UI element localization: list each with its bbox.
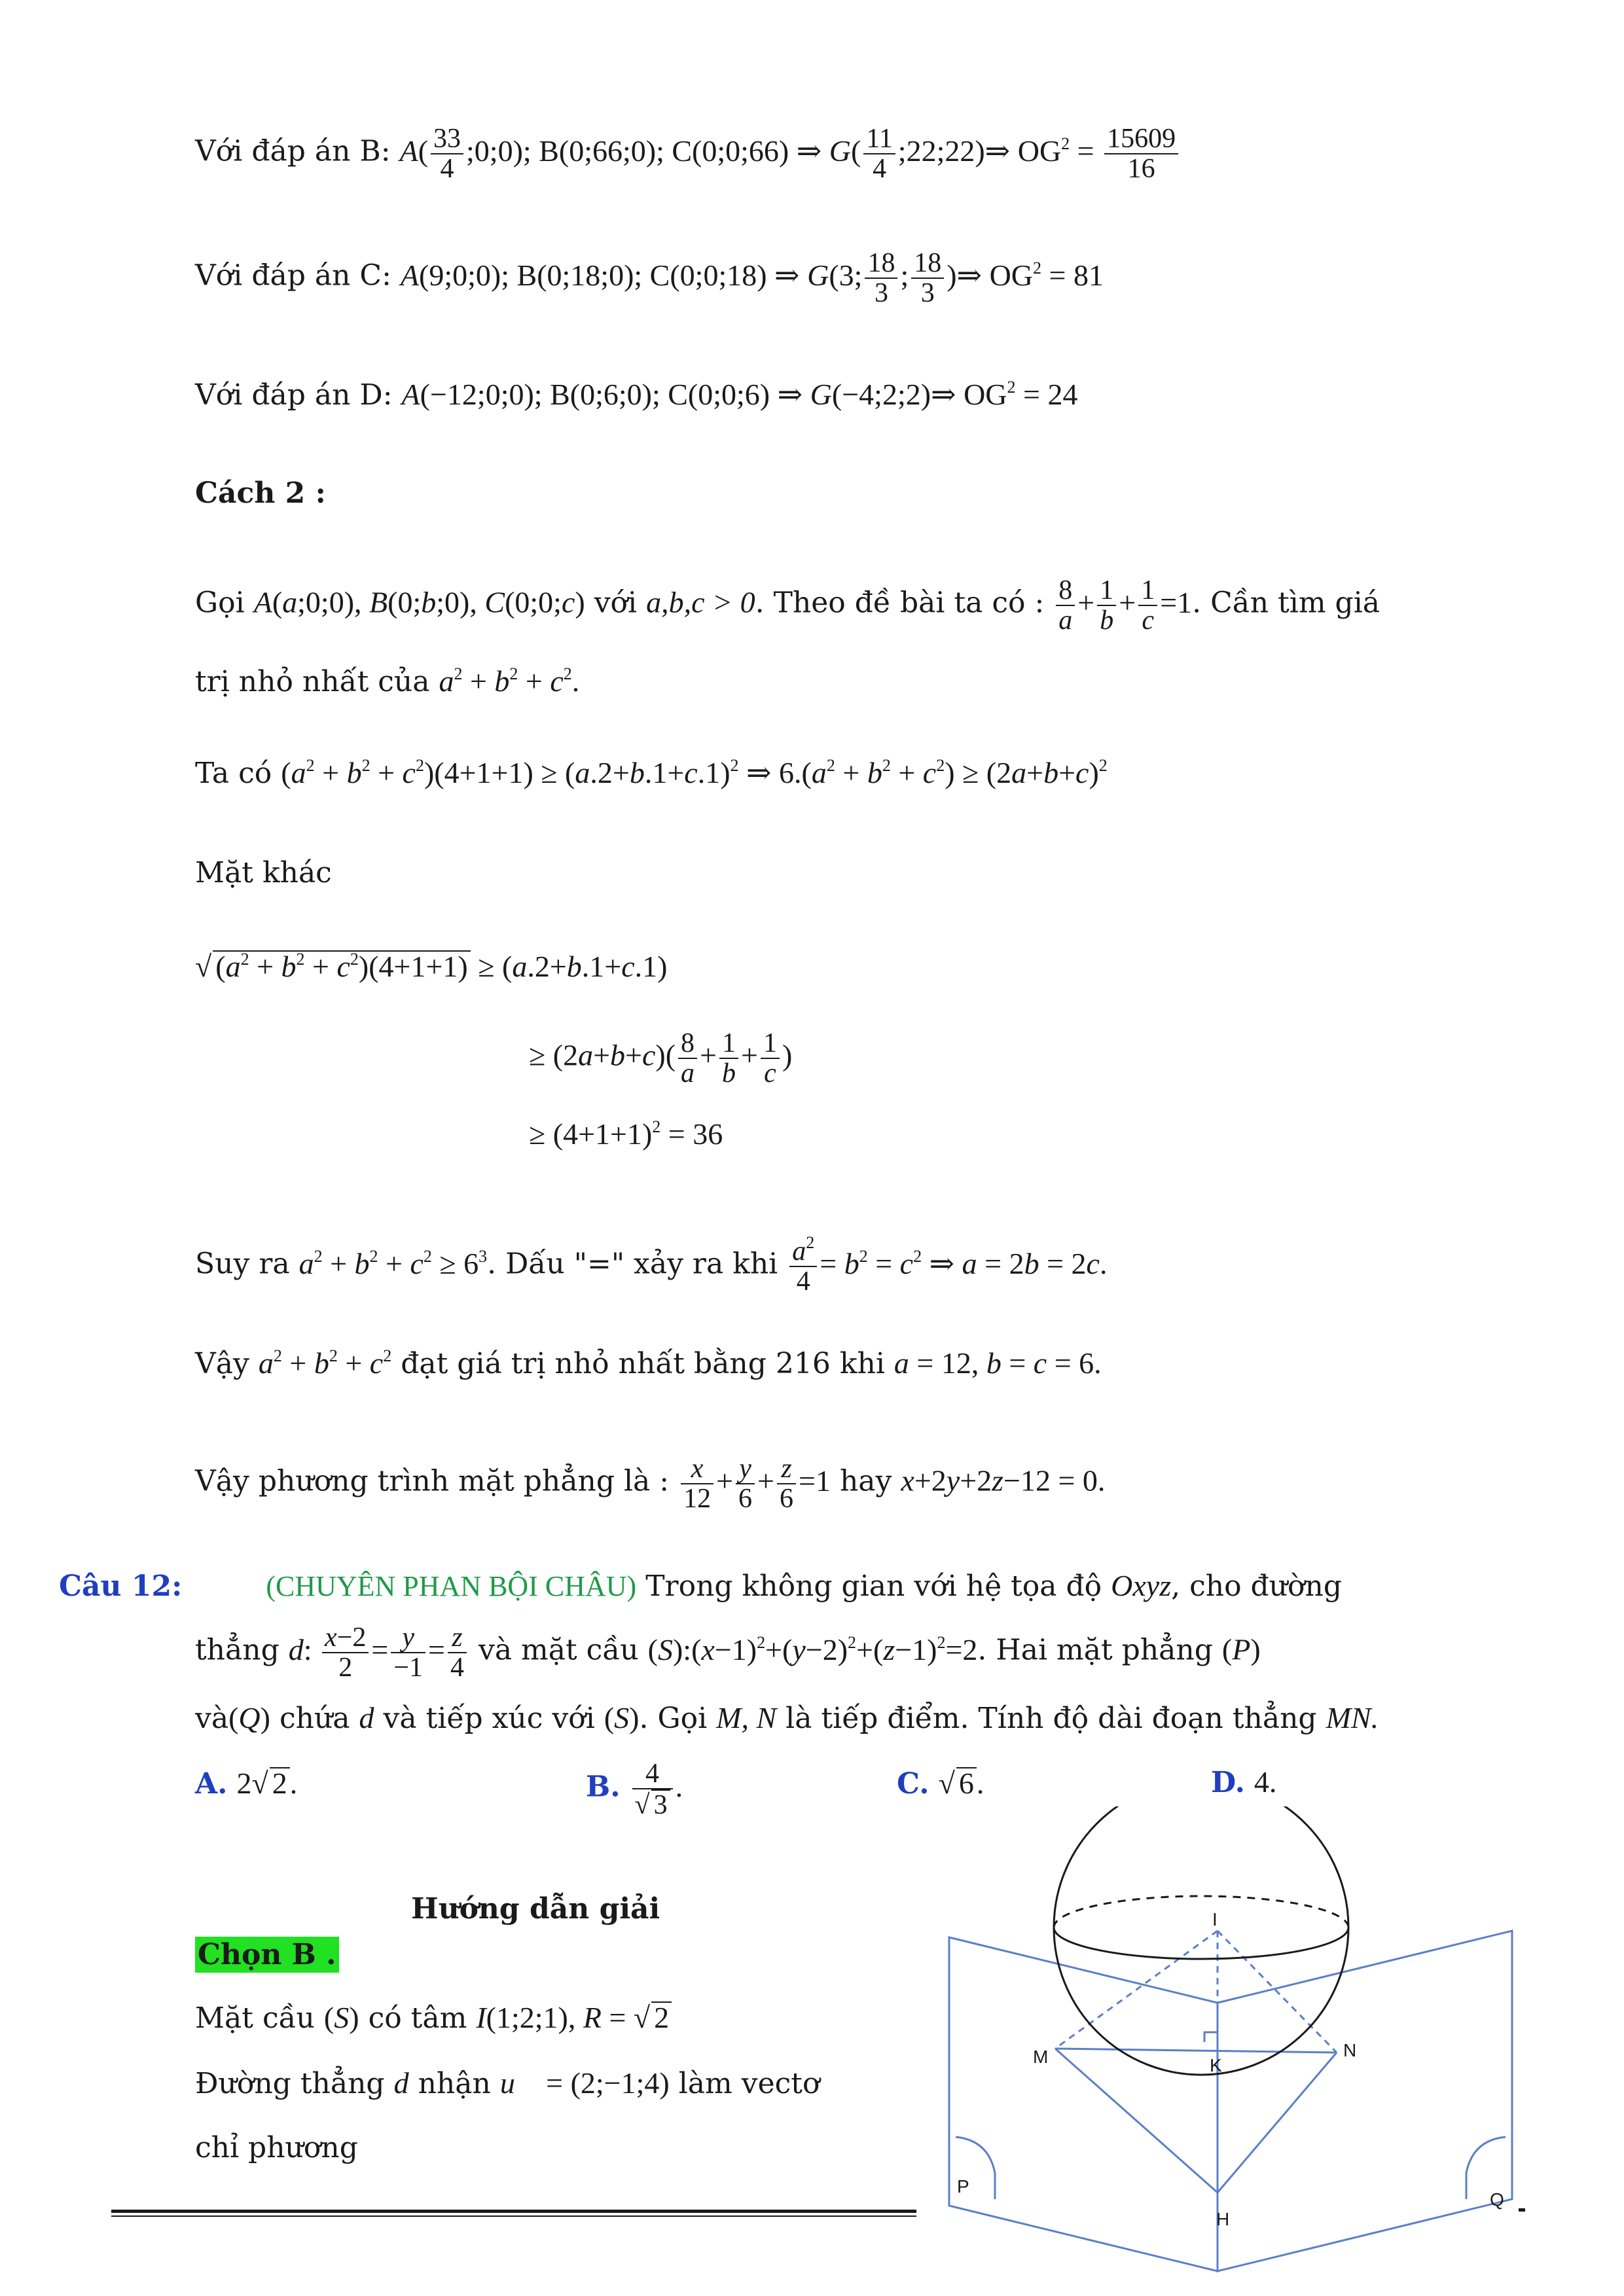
solution-text1b: có tâm bbox=[368, 2001, 467, 2035]
math-sum-squares: $a^2 + b^2 + c^2$. bbox=[439, 664, 580, 698]
math-values: a = 12, b = c = 6. bbox=[893, 1346, 1102, 1380]
text-dau-bang: . Dấu "=" xảy ra khi bbox=[487, 1247, 778, 1281]
math-points: A(a;0;0), B(0;b;0), C(0;0;c) bbox=[253, 585, 585, 619]
solution-text2b: nhận bbox=[418, 2067, 491, 2100]
taco-line bbox=[195, 758, 1108, 788]
math-line-d: d: $\frac{x-2}{2}$ = $\frac{y}{-1}$ = $\frac{z}{4}$ bbox=[289, 1633, 469, 1666]
math-d: d bbox=[359, 1701, 374, 1734]
math-mn: MN. bbox=[1326, 1701, 1379, 1734]
solution-chosen: Chọn B . bbox=[195, 1937, 339, 1973]
math-plane-intercept: $\frac{x}{12}$ + $\frac{y}{6}$ + $\frac{z}{6}$ =1 bbox=[678, 1464, 831, 1498]
math-result: $a^2 + b^2 + c^2 \ge 6^3$ bbox=[298, 1246, 488, 1280]
option-c-value: √ 6. bbox=[938, 1767, 984, 1800]
text-suy-ra: Suy ra bbox=[195, 1247, 290, 1281]
question-line1 bbox=[59, 1571, 1342, 1601]
method2-intro-line1 bbox=[195, 576, 1380, 635]
question-line3 bbox=[195, 1703, 1379, 1733]
label-h: H bbox=[1216, 2209, 1230, 2229]
solution-text2c: làm vectơ bbox=[678, 2067, 820, 2100]
math-positive: a,b,c > 0 bbox=[646, 585, 755, 619]
math-plane-q: (Q) bbox=[228, 1701, 270, 1734]
option-d-value: 4. bbox=[1254, 1765, 1277, 1799]
plane-p-arc bbox=[956, 2137, 995, 2173]
tangent-mh bbox=[1055, 2049, 1218, 2193]
footer-rule bbox=[111, 2210, 916, 2213]
math-plane-general: x+2y+2z−12 = 0. bbox=[901, 1463, 1106, 1498]
question-text2a: thẳng bbox=[195, 1633, 280, 1667]
answer-c-math: A(9;0;0); B(0;18;0); C(0;0;18) ⇒ G(3; $\frac{18}{3}$ ; $\frac{18}{3}$ )⇒ $OG^2 = 81$ bbox=[400, 248, 1104, 309]
option-c-label: C. bbox=[897, 1767, 929, 1801]
question-text3e: là tiếp điểm. Tính độ dài đoạn thẳng bbox=[785, 1702, 1317, 1735]
label-m: M bbox=[1033, 2047, 1049, 2067]
method2-intro-line2 bbox=[195, 666, 579, 696]
plane-q-shape bbox=[1218, 1931, 1512, 2271]
solution-text2a: Đường thẳng bbox=[195, 2067, 385, 2100]
answer-d-line bbox=[195, 380, 1077, 410]
solution-line2 bbox=[195, 2068, 820, 2098]
question-line2 bbox=[195, 1623, 1261, 1682]
label-k: K bbox=[1210, 2055, 1222, 2075]
option-c[interactable] bbox=[897, 1767, 984, 1799]
math-ineq-3: ≥ $(4+1+1)^2 = 36$ bbox=[529, 1117, 723, 1151]
question-text2b: và mặt cầu bbox=[478, 1633, 639, 1667]
answer-c-prefix: Với đáp án C: bbox=[195, 259, 391, 293]
solution-heading: Hướng dẫn giải bbox=[411, 1892, 660, 1926]
tangent-nh bbox=[1218, 2053, 1337, 2193]
answer-b-prefix: Với đáp án B: bbox=[195, 134, 391, 168]
option-a[interactable] bbox=[195, 1767, 297, 1799]
right-angle-mark bbox=[1204, 2032, 1218, 2042]
math-equality: $\frac{a^2}{4}$ = $b^2 = c^2$ ⇒ a = 2b = 2c. bbox=[787, 1247, 1107, 1280]
math-d-2: d bbox=[393, 2066, 409, 2100]
text-dat-gtnn: đạt giá trị nhỏ nhất bằng 216 khi bbox=[401, 1347, 885, 1380]
math-condition: $\frac{8}{a}$ + $\frac{1}{b}$ + $\frac{1}{c}$ =1 bbox=[1053, 586, 1192, 619]
question-text2c: . Hai mặt phẳng bbox=[977, 1633, 1213, 1667]
answer-b-line bbox=[195, 124, 1181, 183]
math-s-2: (S) bbox=[323, 2001, 359, 2034]
question-text1b: , cho đường bbox=[1171, 1570, 1343, 1603]
solution-line3: chỉ phương bbox=[195, 2131, 358, 2164]
math-ineq-2: ≥ (2a+b+c)( $\frac{8}{a}$ + $\frac{1}{b}$ + $\frac{1}{c}$ ) bbox=[529, 1028, 793, 1089]
option-b-value: $\frac{4}{√ 3}$ . bbox=[630, 1770, 683, 1803]
question-text1: Trong không gian với hệ tọa độ bbox=[645, 1570, 1102, 1603]
option-b[interactable] bbox=[586, 1759, 683, 1820]
question-text3a: và bbox=[195, 1702, 229, 1735]
answer-c-line bbox=[195, 249, 1104, 308]
text-can-tim: . Cần tìm giá bbox=[1192, 586, 1380, 620]
question-text3b: chứa bbox=[279, 1702, 350, 1735]
label-n: N bbox=[1343, 2040, 1357, 2060]
sphere-equator-back bbox=[1054, 1896, 1348, 1928]
question-text3d: . Gọi bbox=[639, 1702, 708, 1735]
solution-line1 bbox=[195, 2001, 672, 2033]
segment-im bbox=[1055, 1931, 1218, 2049]
question-source: (CHUYÊN PHAN BỘI CHÂU) bbox=[266, 1570, 637, 1602]
text-voi: với bbox=[594, 586, 638, 620]
segment-mn bbox=[1055, 2049, 1337, 2053]
plane-p-shape bbox=[949, 1937, 1218, 2271]
math-plane-p: (P) bbox=[1221, 1632, 1261, 1666]
text-hay: hay bbox=[839, 1464, 892, 1498]
mat-khac: Mặt khác bbox=[195, 856, 332, 889]
option-a-value: 2√ 2. bbox=[236, 1767, 298, 1800]
text-vay: Vậy bbox=[195, 1347, 249, 1380]
math-s: (S) bbox=[604, 1701, 640, 1734]
math-sum-sq-2: $a^2 + b^2 + c^2$ bbox=[258, 1346, 392, 1380]
text-vay-pt: Vậy phương trình mặt phẳng là : bbox=[195, 1464, 670, 1498]
math-center-radius: I(1;2;1), R = √ 2 bbox=[476, 2001, 672, 2034]
segment-in bbox=[1218, 1931, 1337, 2053]
solution-chosen-wrap bbox=[195, 1938, 339, 1971]
answer-d-math: A(−12;0;0); B(0;6;0); C(0;0;6) ⇒ G(−4;2;2)⇒ $OG^2 = 24$ bbox=[401, 378, 1078, 411]
option-d[interactable] bbox=[1211, 1767, 1276, 1797]
answer-b-math: A( $\frac{33}{4}$ ;0;0); B(0;66;0); C(0;0;66) ⇒ G( $\frac{11}{4}$ ;22;22)⇒ $OG^2$ = $\frac{15609}{16}$ bbox=[400, 134, 1182, 168]
sphere-equator-front bbox=[1054, 1928, 1348, 1959]
math-sqrt-line: √ $(a^2 + b^2 + c^2)(4+1+1) \ge (a.2+b.1+c.1)$ bbox=[195, 950, 668, 983]
vay1-line bbox=[195, 1348, 1102, 1378]
text-tri-nho-nhat: trị nhỏ nhất của bbox=[195, 665, 430, 698]
suy-ra-line bbox=[195, 1233, 1108, 1297]
math-vector-u: u⃗ = (2;−1;4) bbox=[499, 2066, 670, 2100]
option-a-label: A. bbox=[195, 1767, 228, 1801]
text-theo-de: . Theo đề bài ta có : bbox=[755, 586, 1045, 620]
answer-d-prefix: Với đáp án D: bbox=[195, 378, 393, 412]
math-mn-points: M, N bbox=[716, 1701, 777, 1734]
vay2-line bbox=[195, 1454, 1105, 1513]
text-goi: Gọi bbox=[195, 586, 245, 620]
question-text3c: và tiếp xúc với bbox=[383, 1702, 595, 1735]
plane-q-arc bbox=[1466, 2137, 1506, 2173]
math-sphere: $(S):(x-1)^2+(y-2)^2+(z-1)^2=2$ bbox=[647, 1632, 978, 1666]
question-label: Câu 12: bbox=[59, 1570, 183, 1603]
option-b-label: B. bbox=[586, 1770, 621, 1804]
method2-heading: Cách 2 : bbox=[195, 476, 326, 510]
label-i: I bbox=[1212, 1909, 1218, 1929]
solution-text1a: Mặt cầu bbox=[195, 2001, 315, 2035]
footer-dash bbox=[1519, 2208, 1525, 2212]
sphere-tangent-planes-figure bbox=[936, 1806, 1545, 2284]
label-q: Q bbox=[1490, 2189, 1504, 2210]
math-cauchy: $(a^2 + b^2 + c^2)(4+1+1) \ge (a.2+b.1+c.1)^2$ ⇒ $6.(a^2 + b^2 + c^2) \ge (2a+b+c)^2$ bbox=[281, 756, 1108, 789]
footer-rule-thin bbox=[111, 2215, 916, 2217]
label-p: P bbox=[957, 2176, 969, 2197]
text-ta-co: Ta có bbox=[195, 757, 272, 790]
math-oxyz: Oxyz bbox=[1111, 1569, 1172, 1602]
sphere-outline bbox=[1054, 1806, 1348, 2075]
option-d-label: D. bbox=[1211, 1766, 1245, 1799]
